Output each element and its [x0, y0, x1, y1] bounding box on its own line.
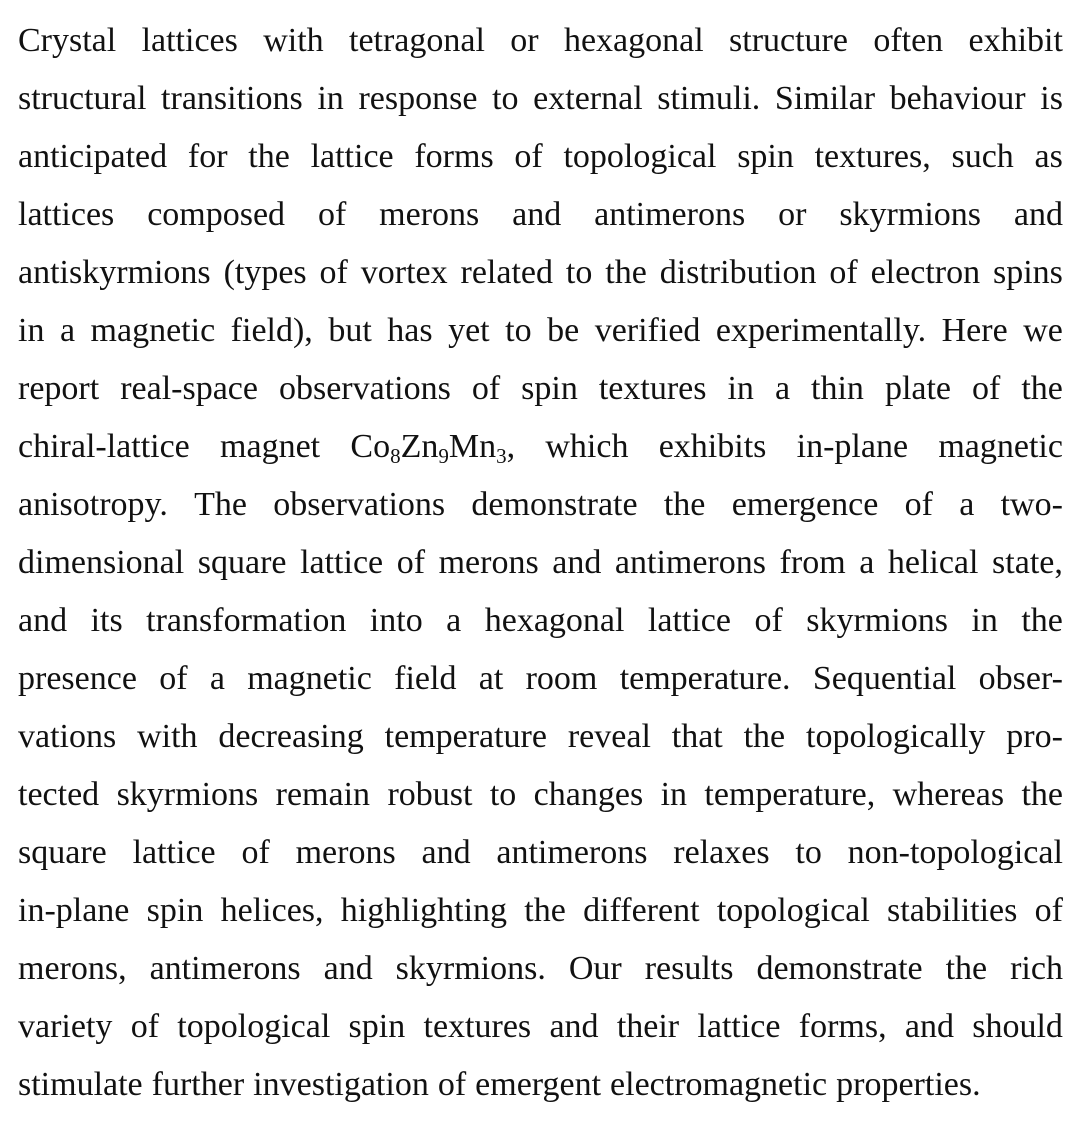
word: into [369, 602, 423, 639]
word: presence [18, 660, 137, 697]
word: to [565, 254, 593, 291]
word: square [18, 834, 107, 871]
word: topological [716, 892, 870, 929]
word: at [478, 660, 504, 697]
word: we [1023, 312, 1063, 349]
word: distribution [659, 254, 817, 291]
word: antimerons [594, 196, 746, 233]
word: helices, [220, 892, 324, 929]
word: lattice [300, 544, 384, 581]
word: changes [533, 776, 644, 813]
word: stimulate [18, 1066, 143, 1103]
word: emergent [475, 1066, 602, 1103]
abstract-line [18, 592, 1063, 650]
word: merons [379, 196, 480, 233]
word: a [774, 370, 791, 407]
word: chiral-lattice [18, 428, 190, 465]
word: demonstrate [756, 950, 923, 987]
word: lattice [647, 602, 731, 639]
word: and [549, 1008, 599, 1045]
word: and [18, 602, 68, 639]
word: experimentally. [715, 312, 927, 349]
word: Crystal [18, 22, 117, 59]
word: but [328, 312, 372, 349]
word: temperature. [619, 660, 791, 697]
word: merons [295, 834, 396, 871]
word: antimerons [149, 950, 301, 987]
word: magnetic [90, 312, 216, 349]
word: the [605, 254, 647, 291]
word: of [241, 834, 270, 871]
word: to [489, 776, 517, 813]
word: of [829, 254, 858, 291]
word: their [616, 1008, 680, 1045]
word: Similar [774, 80, 876, 117]
word: antiskyrmions [18, 254, 211, 291]
word: lattices [18, 196, 115, 233]
word: in [660, 776, 688, 813]
word: response [358, 80, 478, 117]
abstract-line [18, 534, 1063, 592]
word: and [1013, 196, 1063, 233]
word: as [1034, 138, 1063, 175]
word: and [552, 544, 602, 581]
word: field [394, 660, 457, 697]
word: spins [992, 254, 1063, 291]
abstract-line [18, 476, 1063, 534]
word: Here [941, 312, 1008, 349]
word: or [778, 196, 807, 233]
word: in-plane [796, 428, 909, 465]
word: should [972, 1008, 1063, 1045]
word: investigation [253, 1066, 429, 1103]
word: helical [887, 544, 979, 581]
word: decreasing [218, 718, 364, 755]
word: of [904, 486, 933, 523]
word: verified [594, 312, 701, 349]
word: skyrmions [839, 196, 981, 233]
word: stimuli. [657, 80, 761, 117]
word: is [1040, 80, 1063, 117]
word: skyrmions. [395, 950, 546, 987]
word: merons, [18, 950, 127, 987]
word: or [510, 22, 539, 59]
word: emergence [731, 486, 879, 523]
word: exhibits [658, 428, 767, 465]
word: thin [811, 370, 864, 407]
word: lattice [132, 834, 216, 871]
word: results [644, 950, 734, 987]
word: anticipated [18, 138, 168, 175]
word: stabilities [887, 892, 1018, 929]
word: structural [18, 80, 147, 117]
word: structure [729, 22, 848, 59]
word: has [387, 312, 433, 349]
abstract-line [18, 1056, 1063, 1114]
word: exhibit [968, 22, 1063, 59]
word: forms, [798, 1008, 887, 1045]
word: with [263, 22, 324, 59]
word: temperature, [704, 776, 876, 813]
word: properties. [836, 1066, 981, 1103]
word: topological [177, 1008, 331, 1045]
word: which [545, 428, 629, 465]
word: relaxes [673, 834, 770, 871]
word: antimerons [614, 544, 766, 581]
word: rich [1010, 950, 1063, 987]
word: textures [598, 370, 707, 407]
word: skyrmions [116, 776, 259, 813]
word: plate [884, 370, 952, 407]
abstract-line-formula [18, 418, 1063, 476]
word: of [319, 254, 348, 291]
word: spin [348, 1008, 406, 1045]
word: square [197, 544, 287, 581]
word: and [323, 950, 373, 987]
abstract-line [18, 766, 1063, 824]
word: the [524, 892, 566, 929]
word: yet [448, 312, 490, 349]
word: forms [414, 138, 494, 175]
word: magnetic [938, 428, 1063, 465]
word: two- [1000, 486, 1063, 523]
word: of [317, 196, 347, 233]
word: dimensional [18, 544, 185, 581]
word: observations [273, 486, 446, 523]
word: non-topological [847, 834, 1063, 871]
word: textures [423, 1008, 532, 1045]
word: observations [278, 370, 451, 407]
word: Our [568, 950, 622, 987]
word: that [671, 718, 723, 755]
word: to [795, 834, 822, 871]
abstract-line [18, 128, 1063, 186]
word: different [583, 892, 700, 929]
word: spin [737, 138, 794, 175]
word: demonstrate [471, 486, 638, 523]
word: spin [521, 370, 578, 407]
word: of [437, 1066, 467, 1103]
abstract-line [18, 360, 1063, 418]
word: to [505, 312, 532, 349]
word: tetragonal [349, 22, 485, 59]
word: in [727, 370, 754, 407]
word: topologically [806, 718, 986, 755]
abstract-line [18, 708, 1063, 766]
word: a [209, 660, 225, 697]
abstract-line [18, 186, 1063, 244]
chemical-formula: $Co_8Zn_9Mn_3$, [350, 428, 516, 468]
word: textures, [814, 138, 931, 175]
word: Sequential [812, 660, 957, 697]
word: and [512, 196, 562, 233]
word: its [90, 602, 123, 639]
word: field), [230, 312, 313, 349]
word: of [1034, 892, 1063, 929]
formula-subscript: 9 [438, 444, 449, 468]
word: the [945, 950, 988, 987]
word: obser- [978, 660, 1063, 697]
word: vortex [360, 254, 448, 291]
abstract-line [18, 302, 1063, 360]
word: in [317, 80, 344, 117]
word: electromagnetic [610, 1066, 828, 1103]
word: temperature [384, 718, 547, 755]
word: magnet [220, 428, 321, 465]
word: of [471, 370, 501, 407]
word: a [959, 486, 975, 523]
word: related [460, 254, 554, 291]
word: topological [563, 138, 717, 175]
word: reveal [567, 718, 651, 755]
word: composed [147, 196, 286, 233]
word: vations [18, 718, 117, 755]
abstract-line [18, 244, 1063, 302]
word: report [18, 370, 100, 407]
word: highlighting [340, 892, 508, 929]
word: hexagonal [563, 22, 704, 59]
word: the [743, 718, 786, 755]
word: room [525, 660, 598, 697]
word: the [1021, 602, 1063, 639]
word: from [779, 544, 846, 581]
word: a [446, 602, 462, 639]
word: of [159, 660, 188, 697]
word: external [533, 80, 643, 117]
word: lattice [310, 138, 394, 175]
word: tected [18, 776, 100, 813]
abstract-line [18, 998, 1063, 1056]
word: such [951, 138, 1014, 175]
word: a [59, 312, 76, 349]
word: skyrmions [806, 602, 948, 639]
word: remain [275, 776, 371, 813]
word: often [873, 22, 944, 59]
word: of [972, 370, 1001, 407]
word: the [1021, 370, 1063, 407]
word: the [663, 486, 706, 523]
word: a [859, 544, 875, 581]
word: electron [870, 254, 981, 291]
word: and [421, 834, 471, 871]
word: and [904, 1008, 954, 1045]
word: hexagonal [484, 602, 625, 639]
word: state, [992, 544, 1063, 581]
word: of [130, 1008, 160, 1045]
word: of [754, 602, 783, 639]
word: robust [387, 776, 473, 813]
word: whereas [892, 776, 1005, 813]
word: transformation [146, 602, 347, 639]
word: lattices [141, 22, 238, 59]
word: (types [223, 254, 307, 291]
word: the [1021, 776, 1063, 813]
word: in [18, 312, 45, 349]
word: transitions [161, 80, 303, 117]
word: with [137, 718, 198, 755]
word: anisotropy. [18, 486, 168, 523]
word: behaviour [889, 80, 1026, 117]
abstract-line [18, 940, 1063, 998]
word: merons [438, 544, 539, 581]
word: magnetic [247, 660, 372, 697]
word: variety [18, 1008, 113, 1045]
abstract-line [18, 650, 1063, 708]
abstract-line [18, 824, 1063, 882]
word: in [971, 602, 998, 639]
word: The [194, 486, 247, 523]
word: real-space [120, 370, 258, 407]
word: to [492, 80, 519, 117]
word: for [187, 138, 228, 175]
word: of [396, 544, 426, 581]
word: pro- [1006, 718, 1063, 755]
abstract-line [18, 70, 1063, 128]
word: lattice [697, 1008, 781, 1045]
word: further [151, 1066, 245, 1103]
abstract-line [18, 12, 1063, 70]
word: be [547, 312, 580, 349]
word: of [514, 138, 543, 175]
word: spin [146, 892, 204, 929]
abstract-line [18, 882, 1063, 940]
word: antimerons [496, 834, 648, 871]
formula-subscript: 8 [390, 444, 401, 468]
word: the [248, 138, 290, 175]
formula-subscript: 3 [496, 444, 507, 468]
word: in-plane [18, 892, 130, 929]
